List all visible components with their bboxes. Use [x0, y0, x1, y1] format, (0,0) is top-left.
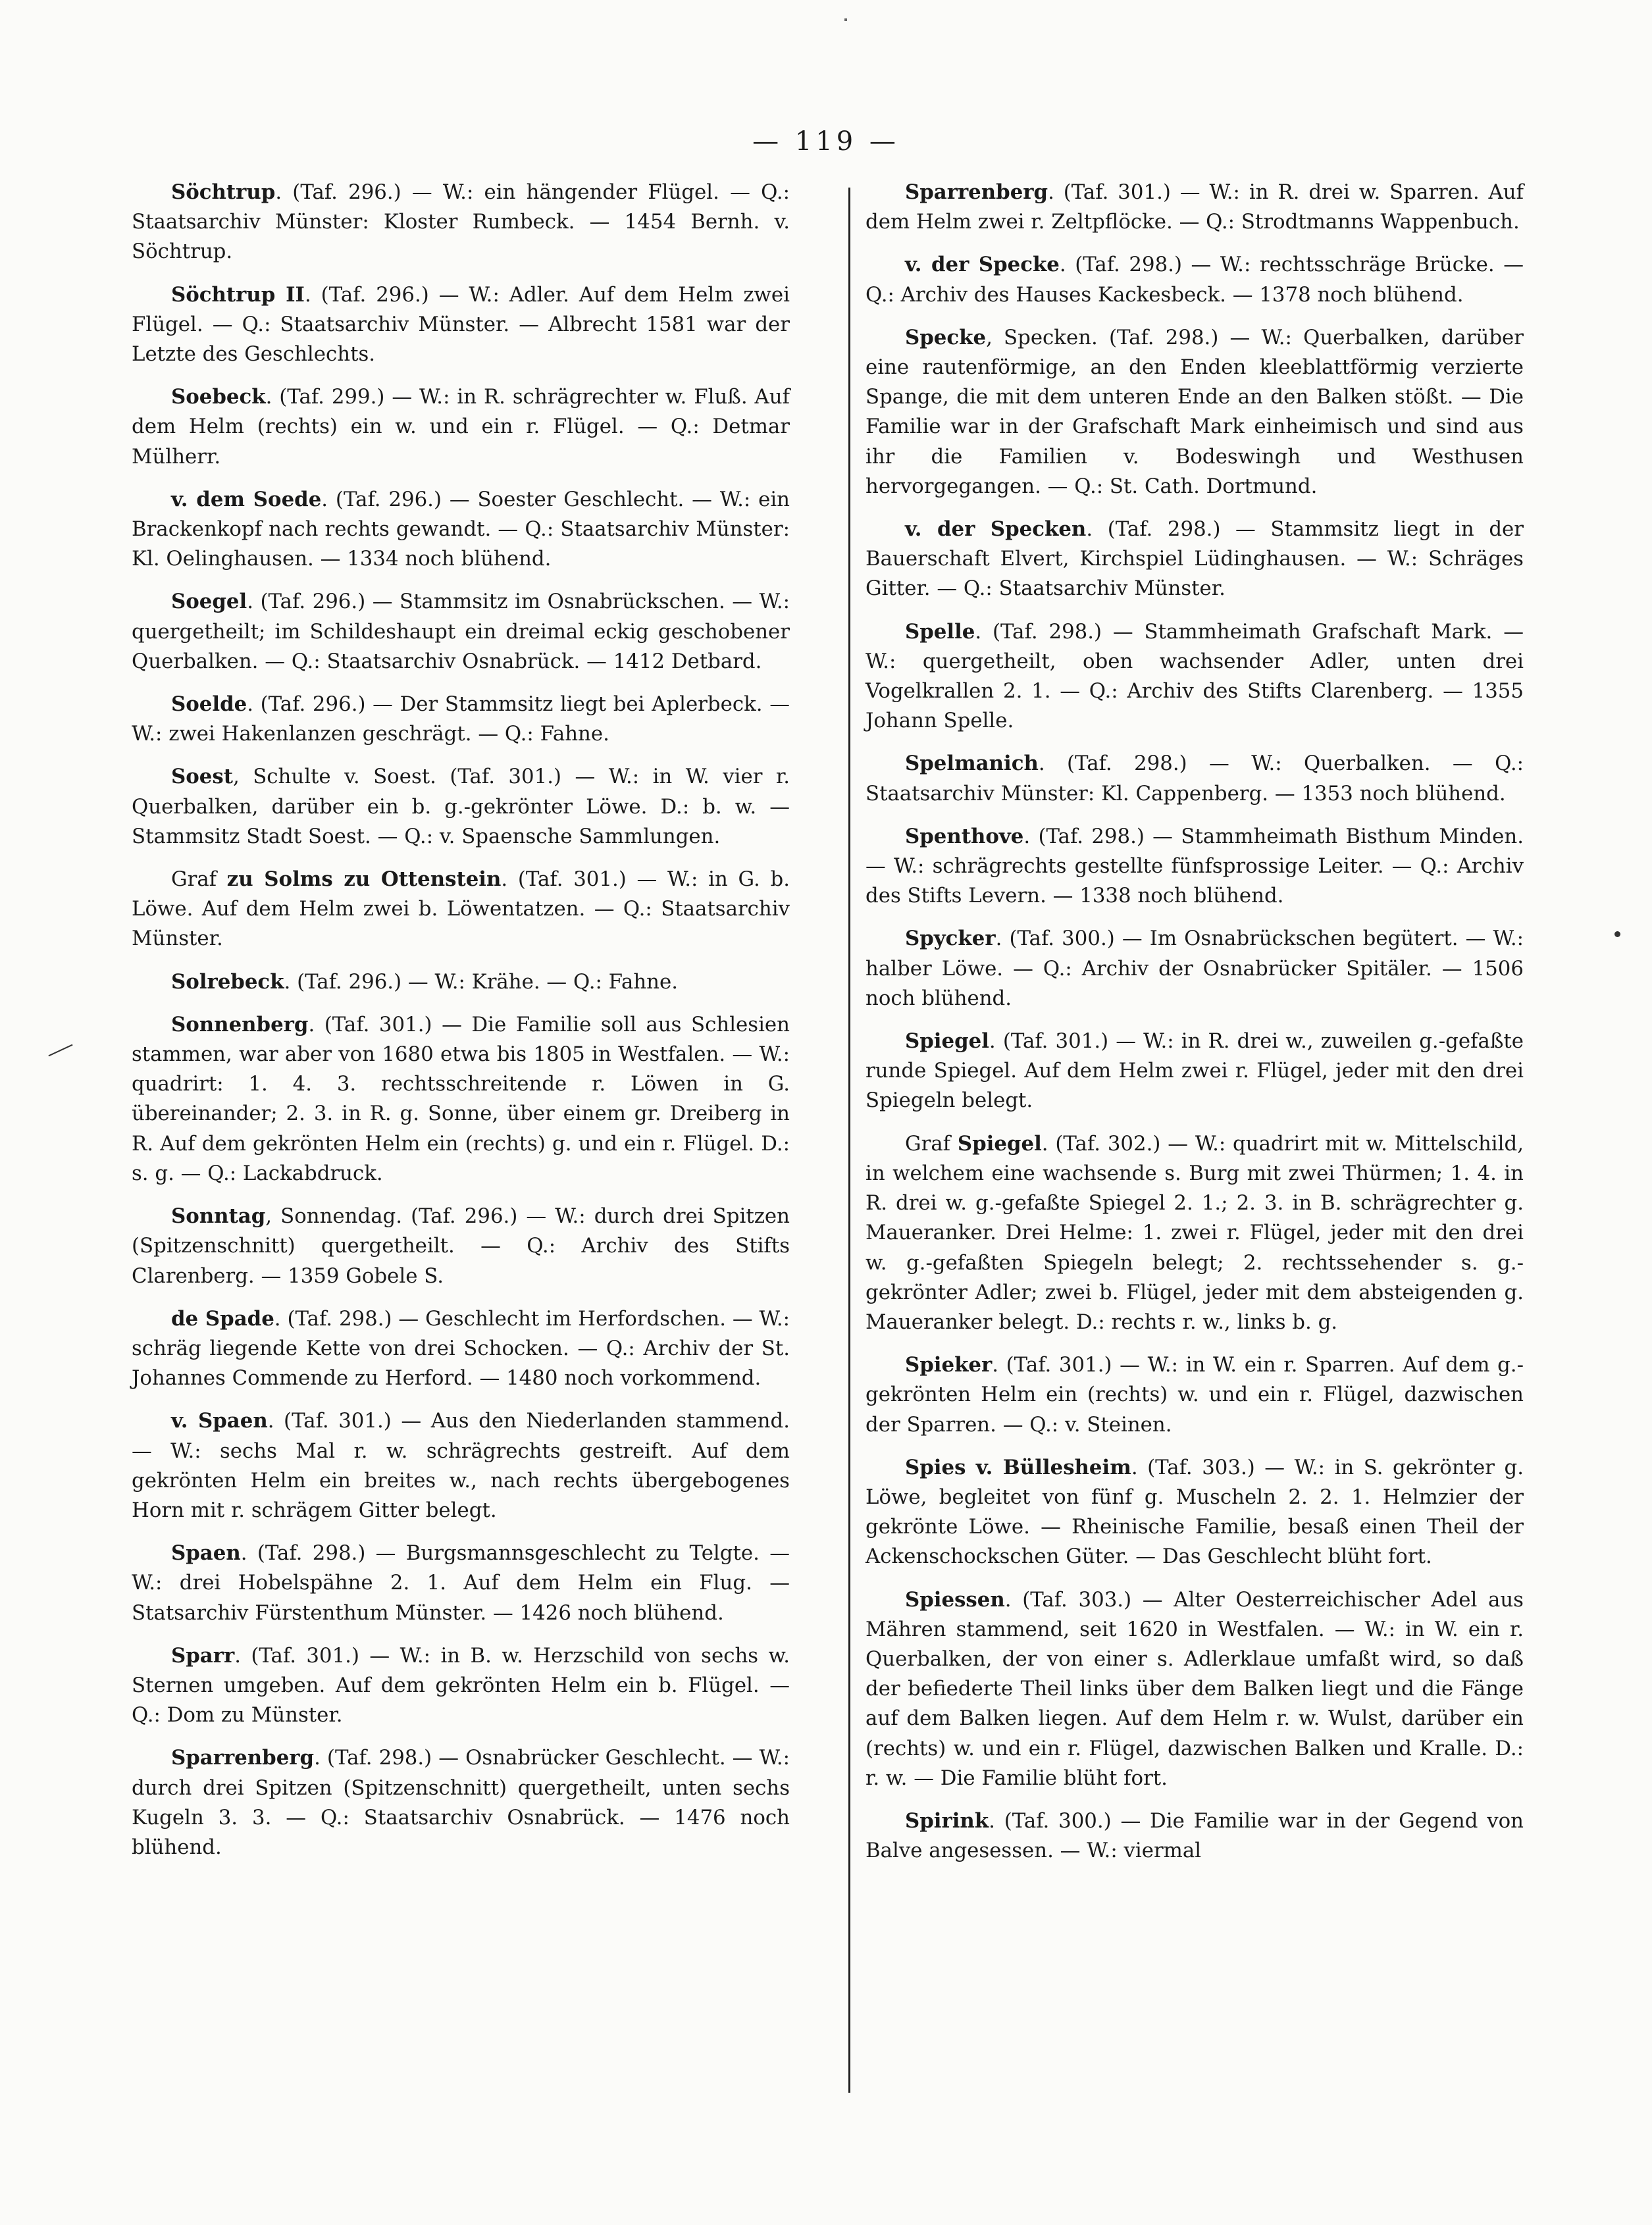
entry-headword: Spieker — [905, 1353, 993, 1377]
entry-text: . (Taf. 300.) — Im Osnabrückschen begütert. — W.: halber Löwe. — Q.: Archiv der Osnabrücker Spitäler. — 1506 noch blühend. — [865, 927, 1524, 1010]
entry-headword: Soest — [171, 765, 233, 789]
entry-text: . (Taf. 298.) — Stammsitz liegt in der Bauerschaft Elvert, Kirchspiel Lüdinghausen. — W.: Schräges Gitter. — Q.: Staatsarchiv Münster. — [865, 517, 1524, 601]
entry-headword: v. dem Soede — [171, 487, 322, 511]
entry-prefix: Graf — [171, 867, 227, 892]
entry-headword: Spirink — [905, 1808, 989, 1833]
armorial-entry — [132, 1539, 790, 1628]
armorial-entry — [132, 1304, 790, 1394]
entry-text: . (Taf. 301.) — Aus den Niederlanden stammend. — W.: sechs Mal r. w. schrägrechts gestreift. Auf dem gekrönten Helm ein breites w., nach rechts übergebogenes Horn mit r. schrägem Gitter belegt. — [132, 1409, 790, 1522]
entry-text: . (Taf. 303.) — Alter Oesterreichischer Adel aus Mähren stammend, seit 1620 in Westfalen. — W.: in W. ein r. Querbalken, der von einer s. Adlerklaue umfaßt wird, so daß der befiederte Theil links über dem Balken liegt und die Fänge auf dem Balken liegen. Auf dem Helm r. w. Wulst, darüber ein (rechts) w. und ein r. Flügel, dazwischen Balken und Kralle. D.: r. w. — Die Familie blüht fort. — [865, 1587, 1524, 1790]
left-column — [132, 178, 790, 1876]
entry-headword: Spiegel — [957, 1131, 1042, 1156]
entry-headword: Soegel — [171, 590, 247, 614]
armorial-entry — [865, 749, 1524, 808]
entry-text: . (Taf. 298.) — Geschlecht im Herfordschen. — W.: schräg liegende Kette von drei Schocken. — Q.: Archiv der St. Johannes Commende zu Herford. — 1480 noch vorkommend. — [132, 1306, 790, 1391]
entry-headword: Söchtrup — [171, 180, 276, 204]
armorial-entry — [865, 1585, 1524, 1793]
entry-headword: Soebeck — [171, 385, 266, 409]
armorial-entry — [865, 617, 1524, 736]
entry-headword: Sonnenberg — [171, 1012, 309, 1036]
entry-text: . (Taf. 301.) — W.: in R. drei w. Sparren. Auf dem Helm zwei r. Zeltpflöcke. — Q.: Strodtmanns Wappenbuch. — [865, 180, 1524, 234]
entry-text: . (Taf. 302.) — W.: quadrirt mit w. Mittelschild, in welchem eine wachsende s. Burg mit zwei Thürmen; 1. 4. in R. drei w. g.-gefaßte Spiegel 2. 1.; 2. 3. in B. schrägrechter g. Maueranker. Drei Helme: 1. zwei r. Flügel, jeder mit den drei w. g.-gefaßten Spiegeln belegt; 2. rechtssehender s. g.-gekrönter Adler; zwei b. Flügel, jeder mit dem absteigenden g. Maueranker belegt. D.: rechts r. w., links b. g. — [865, 1131, 1524, 1334]
entry-headword: Sparrenberg — [171, 1746, 315, 1770]
entry-prefix: Graf — [905, 1131, 958, 1156]
armorial-entry — [132, 1641, 790, 1731]
entry-headword: v. der Specken — [905, 517, 1087, 542]
entry-headword: v. der Specke — [905, 253, 1060, 277]
entry-headword: Spenthove — [905, 824, 1024, 848]
armorial-entry — [132, 1202, 790, 1291]
entry-text: , Schulte v. Soest. (Taf. 301.) — W.: in W. vier r. Querbalken, darüber ein b. g.-gekrönter Löwe. D.: b. w. — Stammsitz Stadt Soest. — Q.: v. Spaensche Sammlungen. — [132, 765, 790, 848]
armorial-entry — [132, 690, 790, 749]
entry-headword: Specke — [905, 325, 987, 349]
armorial-entry — [865, 1453, 1524, 1572]
entry-text: . (Taf. 298.) — Burgsmannsgeschlecht zu Telgte. — W.: drei Hobelspähne 2. 1. Auf dem Helm ein Flug. — Statsarchiv Fürstenthum Münster. — 1426 noch blühend. — [132, 1541, 790, 1625]
entry-headword: Spaen — [171, 1541, 241, 1566]
entry-headword: Spelmanich — [905, 752, 1039, 776]
entry-text: . (Taf. 298.) — Osnabrücker Geschlecht. — W.: durch drei Spitzen (Spitzenschnitt) quergetheilt, unten sechs Kugeln 3. 3. — Q.: Staatsarchiv Osnabrück. — 1476 noch blühend. — [132, 1746, 790, 1859]
entry-text: . (Taf. 298.) — Stammheimath Bisthum Minden. — W.: schrägrechts gestellte fünfsprossige Leiter. — Q.: Archiv des Stifts Levern. — 1338 noch blühend. — [865, 824, 1524, 908]
entry-headword: zu Solms zu Ottenstein — [226, 867, 502, 892]
armorial-entry — [132, 382, 790, 472]
entry-text: , Sonnendag. (Taf. 296.) — W.: durch drei Spitzen (Spitzenschnitt) quergetheilt. — Q.: Archiv des Stifts Clarenberg. — 1359 Gobele S. — [132, 1204, 790, 1288]
entry-headword: de Spade — [171, 1306, 274, 1331]
entry-text: . (Taf. 301.) — W.: in W. ein r. Sparren. Auf dem g.-gekrönten Helm ein (rechts) w. und ein r. Flügel, dazwischen der Sparren. — Q.: v. Steinen. — [865, 1353, 1524, 1437]
entry-headword: Solrebeck — [171, 969, 284, 994]
entry-headword: Sonntag — [171, 1204, 266, 1229]
armorial-entry — [865, 1129, 1524, 1337]
entry-text: . (Taf. 301.) — W.: in G. b. Löwe. Auf dem Helm zwei b. Löwentatzen. — Q.: Staatsarchiv Münster. — [132, 867, 790, 951]
entry-headword: Spelle — [905, 619, 975, 644]
entry-headword: Söchtrup II — [171, 282, 305, 307]
entry-text: . (Taf. 296.) — W.: Krähe. — Q.: Fahne. — [284, 969, 679, 994]
armorial-entry — [865, 178, 1524, 237]
column-divider — [848, 188, 850, 2093]
entry-headword: Sparrenberg — [905, 180, 1048, 204]
entry-headword: Sparr — [171, 1643, 235, 1668]
entry-headword: Spycker — [905, 927, 996, 951]
entry-text: . (Taf. 298.) — W.: Querbalken. — Q.: Staatsarchiv Münster: Kl. Cappenberg. — 1353 noch blühend. — [865, 752, 1524, 806]
armorial-entry — [132, 587, 790, 677]
entry-text: . (Taf. 296.) — Soester Geschlecht. — W.: ein Brackenkopf nach rechts gewandt. — Q.: Staatsarchiv Münster: Kl. Oelinghausen. — 1334 noch blühend. — [132, 487, 790, 571]
entry-text: . (Taf. 298.) — W.: rechtsschräge Brücke. — Q.: Archiv des Hauses Kackesbeck. — 1378 noch blühend. — [865, 253, 1524, 307]
armorial-entry — [865, 250, 1524, 309]
entry-headword: v. Spaen — [171, 1409, 268, 1433]
entry-headword: Spiegel — [905, 1029, 989, 1054]
entry-text: . (Taf. 300.) — Die Familie war in der Gegend von Balve angesessen. — W.: viermal — [865, 1808, 1524, 1863]
entry-text: . (Taf. 298.) — Stammheimath Grafschaft Mark. — W.: quergetheilt, oben wachsender Adler, unten drei Vogelkrallen 2. 1. — Q.: Archiv des Stifts Clarenberg. — 1355 Johann Spelle. — [865, 619, 1524, 733]
margin-dot — [1614, 931, 1620, 937]
armorial-entry — [132, 762, 790, 852]
armorial-entry — [132, 178, 790, 267]
entry-headword: Spies v. Büllesheim — [905, 1455, 1131, 1479]
entry-text: . (Taf. 301.) — Die Familie soll aus Schlesien stammen, war aber von 1680 etwa bis 1805 in Westfalen. — W.: quadrirt: 1. 4. 3. rechtsschreitende r. Löwen in G. übereinander; 2. 3. in R. g. Sonne, über einem gr. Dreiberg in R. Auf dem gekrönten Helm ein (rechts) g. und ein r. Flügel. D.: s. g. — Q.: Lackabdruck. — [132, 1012, 790, 1185]
scan-speck — [844, 18, 847, 21]
armorial-entry — [132, 1010, 790, 1189]
armorial-entry — [132, 967, 790, 997]
armorial-entry — [865, 924, 1524, 1013]
entry-text: . (Taf. 303.) — W.: in S. gekrönter g. Löwe, begleitet von fünf g. Muscheln 2. 2. 1. Helmzier der gekrönte Löwe. — Rheinische Familie, besaß einen Theil der Ackenschockschen Güter. — Das Geschlecht blüht fort. — [865, 1455, 1524, 1569]
armorial-entry — [865, 1350, 1524, 1440]
entry-text: . (Taf. 296.) — Der Stammsitz liegt bei Aplerbeck. — W.: zwei Hakenlanzen geschrägt. — Q.: Fahne. — [132, 692, 790, 746]
armorial-entry — [132, 485, 790, 575]
entry-text: . (Taf. 299.) — W.: in R. schrägrechter w. Fluß. Auf dem Helm (rechts) ein w. und ein r. Flügel. — Q.: Detmar Mülherr. — [132, 385, 790, 469]
entry-text: , Specken. (Taf. 298.) — W.: Querbalken, darüber eine rautenförmige, an den Enden kleeblattförmig verzierte Spange, die mit dem unteren Ende an den Balken stößt. — Die Familie war in der Grafschaft Mark einheimisch und sind aus ihr die Familien v. Bodeswingh und Westhusen hervorgegangen. — Q.: St. Cath. Dortmund. — [865, 325, 1524, 498]
margin-mark — [48, 1044, 72, 1057]
armorial-entry — [132, 280, 790, 370]
entry-text: . (Taf. 296.) — Stammsitz im Osnabrückschen. — W.: quergetheilt; im Schildeshaupt ein dreimal eckig geschobener Querbalken. — Q.: Staatsarchiv Osnabrück. — 1412 Detbard. — [132, 590, 790, 673]
armorial-entry — [865, 822, 1524, 911]
armorial-entry — [865, 515, 1524, 604]
armorial-entry — [132, 1406, 790, 1525]
entry-text: . (Taf. 296.) — W.: Adler. Auf dem Helm zwei Flügel. — Q.: Staatsarchiv Münster. — Albrecht 1581 war der Letzte des Geschlechts. — [132, 282, 790, 367]
armorial-entry — [865, 1027, 1524, 1116]
page-number: — 119 — — [752, 126, 900, 157]
entry-text: . (Taf. 301.) — W.: in B. w. Herzschild von sechs w. Sternen umgeben. Auf dem gekrönten Helm ein b. Flügel. — Q.: Dom zu Münster. — [132, 1643, 790, 1727]
right-column — [865, 178, 1524, 1879]
entry-text: . (Taf. 301.) — W.: in R. drei w., zuweilen g.-gefaßte runde Spiegel. Auf dem Helm zwei r. Flügel, jeder mit den drei Spiegeln belegt. — [865, 1029, 1524, 1113]
armorial-entry — [865, 323, 1524, 501]
entry-headword: Spiessen — [905, 1587, 1005, 1612]
armorial-entry — [132, 1743, 790, 1862]
entry-headword: Soelde — [171, 692, 247, 717]
armorial-entry — [132, 865, 790, 954]
entry-text: . (Taf. 296.) — W.: ein hängender Flügel. — Q.: Staatsarchiv Münster: Kloster Rumbeck. — 1454 Bernh. v. Söchtrup. — [132, 180, 790, 264]
armorial-entry — [865, 1806, 1524, 1866]
